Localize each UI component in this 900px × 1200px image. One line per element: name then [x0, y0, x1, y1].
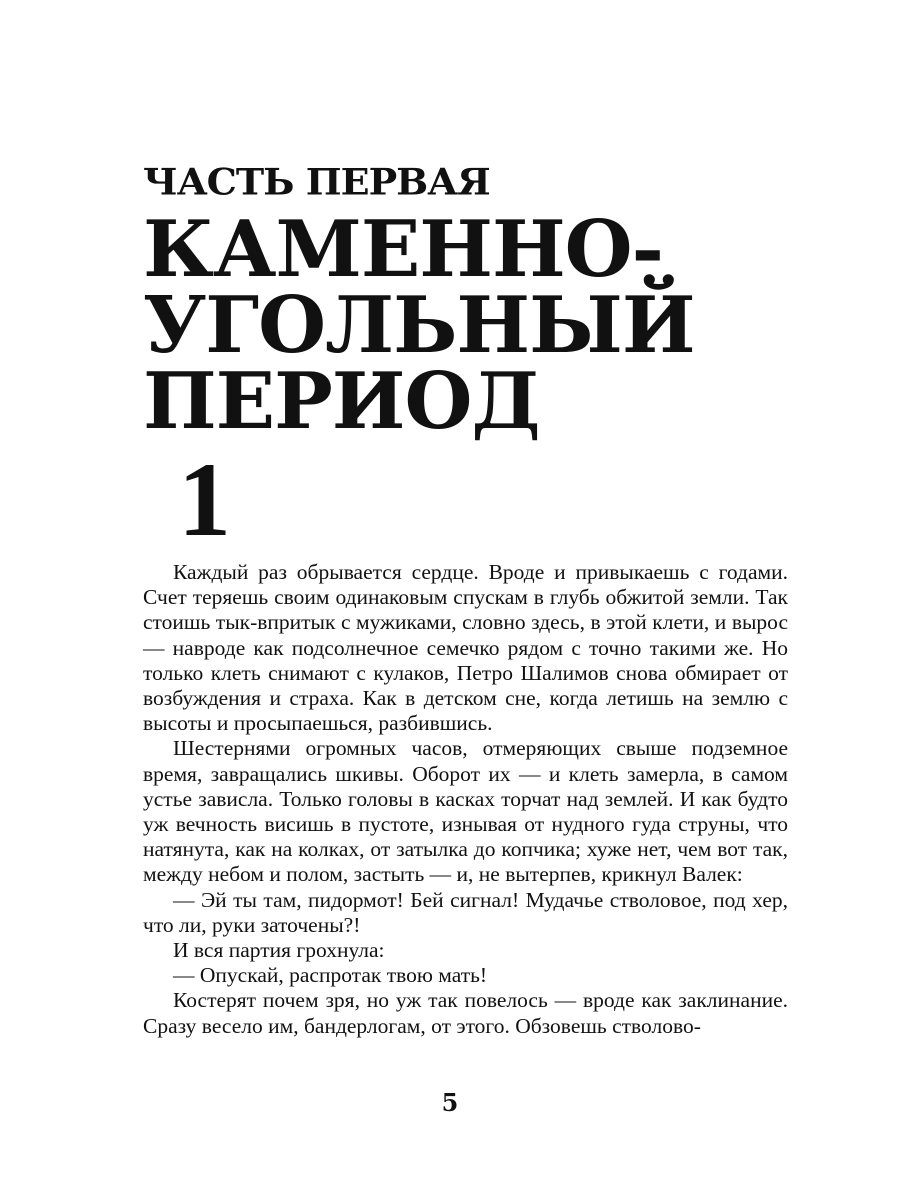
paragraph: Костерят почем зря, но уж так повелось — вроде как заклинание. Сразу весело им, бандерлогам, от этого. Обзовешь стволово-: [143, 988, 788, 1038]
part-heading: ЧАСТЬ ПЕРВАЯ: [143, 160, 490, 203]
paragraph: И вся партия грохнула:: [173, 938, 385, 963]
title-line: КАМЕННО-: [143, 204, 663, 295]
page-number: 5: [441, 1088, 459, 1117]
paragraph: Каждый раз обрывается сердце. Вроде и привыкаешь с годами. Счет теряешь своим одинаковым спускам в глубь обжитой земли. Так стоишь тык-впритык с мужиками, словно здесь, в этой клети, и вырос — навроде как подсолнечное семечко рядом с точно такими же. Но только клеть снимают с кулаков, Петро Шалимов снова обмирает от возбуждения и страха. Как в детском сне, когда летишь на землю с высоты и просыпаешься, разбившись.: [143, 560, 788, 736]
chapter-title: [143, 204, 695, 447]
title-line: УГОЛЬНЫЙ: [143, 280, 695, 371]
body-text: [143, 560, 788, 1039]
paragraph: — Опускай, распротак твою мать!: [173, 963, 488, 988]
title-line: ПЕРИОД: [143, 356, 540, 447]
paragraph: — Эй ты там, пидормот! Бей сигнал! Мудачье стволовое, под хер, что ли, руки заточены?!: [143, 887, 788, 937]
chapter-number: 1: [178, 441, 231, 558]
paragraph: Шестернями огромных часов, отмеряющих свыше подземное время, завращались шкивы. Оборот их — и клеть замерла, в самом устье зависла. Только головы в касках торчат над землей. И как будто уж вечность висишь в пустоте, изнывая от нудного гуда струны, что натянута, как на колках, от затылка до копчика; хуже нет, чем вот так, между небом и полом, застыть — и, не вытерпев, крикнул Валек:: [143, 736, 788, 887]
